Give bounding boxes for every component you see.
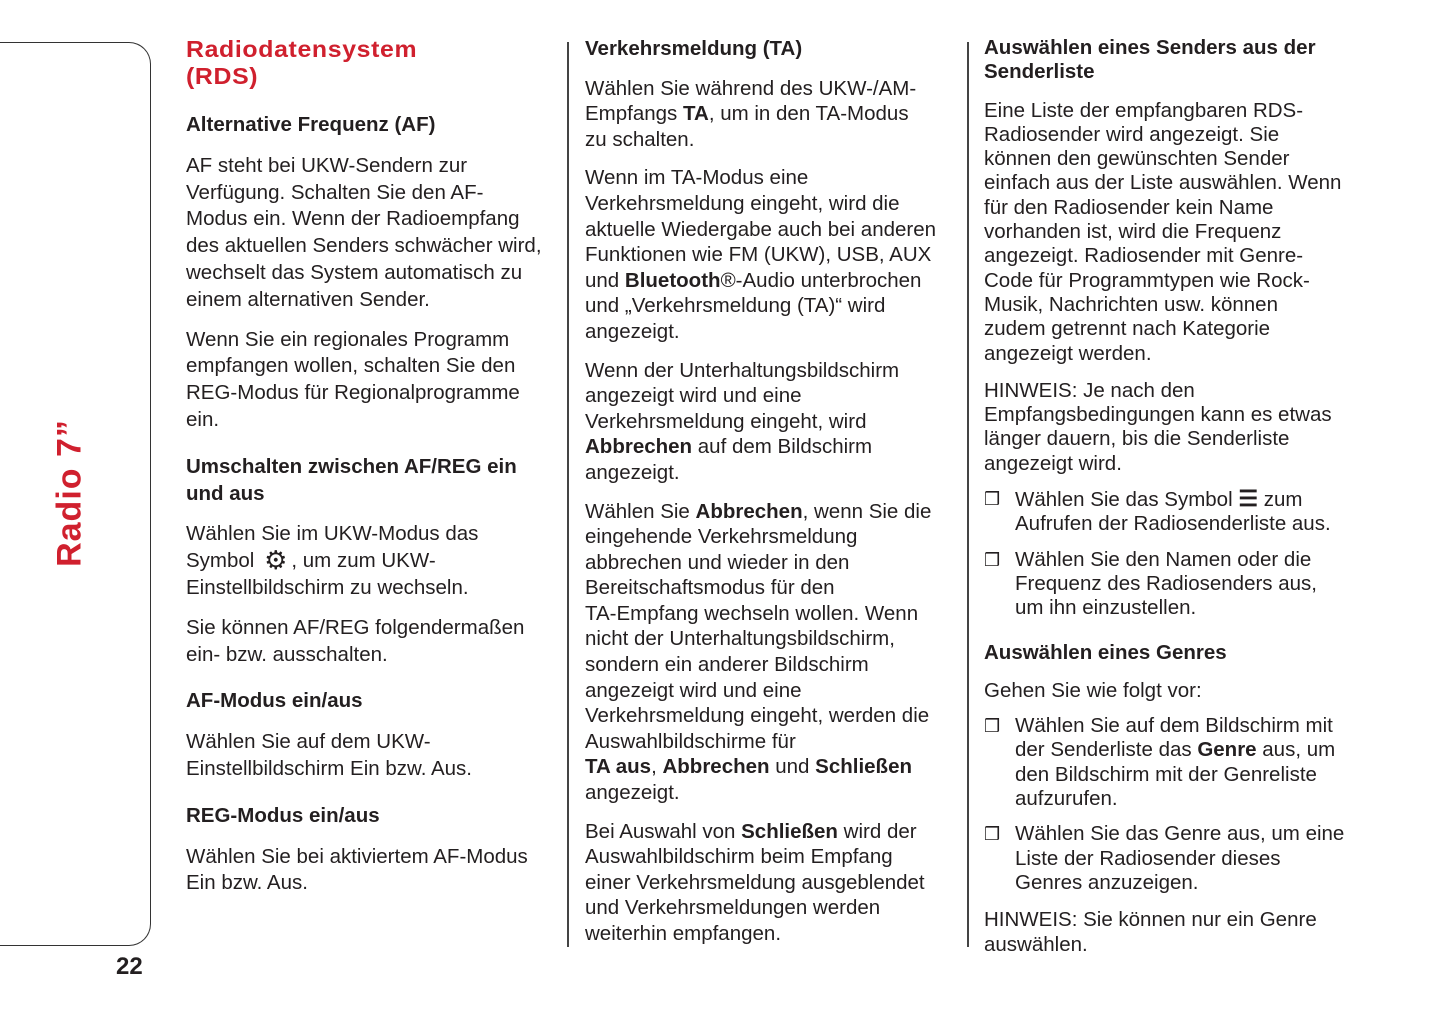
text-line: sondern ein anderer Bildschirm — [585, 653, 869, 677]
text-line: Umschalten zwischen AF/REG ein — [186, 454, 517, 478]
text: , — [651, 755, 663, 779]
text-line: REG-Modus für Regionalprogramme — [186, 381, 520, 405]
paragraph — [186, 729, 554, 783]
text-line: Wählen Sie im UKW-Modus das — [186, 522, 479, 546]
column-divider — [567, 42, 569, 947]
text-line — [585, 754, 953, 780]
section-heading — [585, 36, 953, 62]
column-1 — [186, 36, 554, 897]
paragraph — [585, 76, 953, 153]
gear-icon: ⚙ — [264, 545, 288, 576]
text-line: Code für Programmtypen wie Rock- — [984, 268, 1310, 292]
text-line: um ihn einzustellen. — [1015, 596, 1197, 620]
page-number: 22 — [116, 953, 143, 980]
text-line: zudem getrennt nach Kategorie — [984, 317, 1271, 341]
text-line: Gehen Sie wie folgt vor: — [984, 678, 1202, 702]
text-line: aufzurufen. — [1015, 787, 1118, 811]
text-line: Wenn im TA-Modus eine — [585, 166, 809, 190]
bullet-item — [984, 487, 1356, 537]
text-line: Verkehrsmeldung eingeht, wird — [585, 409, 867, 433]
paragraph — [585, 165, 953, 344]
paragraph — [984, 908, 1356, 957]
bullet-item — [984, 548, 1356, 621]
text-line: Wenn Sie ein regionales Programm — [186, 327, 510, 351]
text-line: Radiodatensystem — [186, 36, 418, 62]
text: und — [769, 755, 816, 779]
text: Wählen Sie das Symbol — [1015, 488, 1239, 512]
text-line: Musik, Nachrichten usw. können — [984, 292, 1278, 316]
text-line: Aufrufen der Radiosenderliste aus. — [1015, 512, 1331, 536]
text-line: vorhanden ist, wird die Frequenz — [984, 220, 1282, 244]
text-line: Frequenz des Radiosenders aus, — [1015, 571, 1317, 595]
text-line: Wählen Sie auf dem UKW- — [186, 730, 431, 754]
chapter-tab-label: Radio 7” — [50, 419, 89, 567]
text: auf dem Bildschirm — [692, 435, 873, 459]
text-line: (RDS) — [186, 63, 259, 89]
paragraph — [186, 615, 554, 669]
text-line: und Verkehrsmeldungen werden — [585, 896, 881, 920]
bold-text: Abbrechen — [662, 755, 770, 779]
paragraph — [984, 679, 1356, 703]
text-line: für den Radiosender kein Name — [984, 195, 1274, 219]
text: ®-Audio unterbrochen — [720, 268, 922, 292]
paragraph — [186, 153, 554, 314]
text-line — [585, 268, 953, 294]
text: der Senderliste das — [1015, 738, 1198, 762]
text: Symbol — [186, 549, 261, 573]
bold-text: Abbrechen — [585, 435, 693, 459]
text: zum — [1258, 488, 1303, 512]
text-line: Senderliste — [984, 60, 1095, 84]
text-line: länger dauern, bis die Senderliste — [984, 427, 1290, 451]
bold-text: Schließen — [815, 755, 913, 779]
text-line: eingehende Verkehrsmeldung — [585, 525, 858, 549]
text-line: angezeigt werden. — [984, 341, 1152, 365]
text-line: den Bildschirm mit der Genreliste — [1015, 762, 1317, 786]
section-heading — [186, 454, 554, 508]
text-line: empfangen wollen, schalten Sie den — [186, 354, 516, 378]
text-line: auswählen. — [984, 932, 1088, 956]
bullet-item — [984, 822, 1356, 895]
text-line: Sie können AF/REG folgendermaßen — [186, 615, 525, 639]
text-line: Auswählen eines Senders aus der — [984, 36, 1316, 59]
text-line: Einstellbildschirm zu wechseln. — [186, 575, 469, 599]
text-line: Wählen Sie den Namen oder die — [1015, 547, 1312, 571]
bullet-item — [984, 714, 1356, 811]
text: und — [585, 268, 625, 292]
text-line: Wählen Sie das Genre aus, um eine — [1015, 822, 1345, 846]
paragraph — [585, 358, 953, 486]
text-line — [186, 545, 554, 576]
text-line: ein- bzw. ausschalten. — [186, 642, 388, 666]
text-line: AF-Modus ein/aus — [186, 689, 363, 713]
text-line: Funktionen wie FM (UKW), USB, AUX — [585, 243, 932, 267]
text-line: HINWEIS: Je nach den — [984, 378, 1195, 402]
text-line: und „Verkehrsmeldung (TA)“ wird — [585, 294, 886, 318]
text-line — [585, 101, 953, 127]
text-line — [1015, 738, 1356, 762]
text-line: TA-Empfang wechseln wollen. Wenn — [585, 601, 919, 625]
text-line: angezeigt. Radiosender mit Genre- — [984, 244, 1304, 268]
column-3 — [984, 36, 1356, 957]
text-line: angezeigt wird und eine — [585, 678, 802, 702]
paragraph — [186, 521, 554, 601]
text-line: Auswahlbildschirme für — [585, 729, 796, 753]
text-line: REG-Modus ein/aus — [186, 803, 380, 827]
text-line: Alternative Frequenz (AF) — [186, 113, 436, 136]
text-line — [585, 499, 953, 525]
section-title — [186, 36, 583, 90]
text-line: Einstellbildschirm Ein bzw. Aus. — [186, 756, 472, 780]
text-line: angezeigt. — [585, 319, 680, 343]
text-line — [585, 434, 953, 460]
text-line: angezeigt. — [585, 781, 680, 805]
text-line: Wählen Sie bei aktiviertem AF-Modus — [186, 844, 528, 868]
bold-text: Schließen — [741, 819, 838, 843]
text-line: angezeigt wird. — [984, 451, 1122, 475]
paragraph — [984, 379, 1356, 476]
text-line: einer Verkehrsmeldung ausgeblendet — [585, 870, 925, 894]
text-line: angezeigt. — [585, 460, 680, 484]
column-divider — [967, 42, 969, 947]
text-line: Empfangsbedingungen kann es etwas — [984, 403, 1332, 427]
text-line: ein. — [186, 407, 220, 431]
text-line: angezeigt wird und eine — [585, 384, 802, 408]
checkbox-bullet-icon: ❒ — [984, 824, 1001, 845]
text: , wenn Sie die — [802, 499, 932, 523]
text-line — [1015, 487, 1356, 512]
text-line: AF steht bei UKW-Sendern zur — [186, 153, 468, 177]
paragraph — [186, 327, 554, 434]
text-line: Eine Liste der empfangbaren RDS- — [984, 98, 1304, 122]
text-line: einfach aus der Liste auswählen. Wenn — [984, 171, 1342, 195]
text-line: können den gewünschten Sender — [984, 147, 1290, 171]
text-line: Verkehrsmeldung (TA) — [585, 37, 803, 60]
text: Wählen Sie — [585, 499, 696, 523]
checkbox-bullet-icon: ❒ — [984, 716, 1001, 737]
section-heading — [186, 112, 554, 139]
text-line: nicht der Unterhaltungsbildschirm, — [585, 627, 895, 651]
text-line: Verfügung. Schalten Sie den AF- — [186, 180, 484, 204]
text-line: Modus ein. Wenn der Radioempfang — [186, 207, 520, 231]
text-line: weiterhin empfangen. — [585, 922, 782, 945]
checkbox-bullet-icon: ❒ — [984, 549, 1001, 570]
text-line: einem alternativen Sender. — [186, 287, 430, 311]
section-heading — [186, 688, 554, 715]
text-line: und aus — [186, 481, 265, 505]
text-line: Liste der Radiosender dieses — [1015, 846, 1281, 870]
text: wird der — [837, 819, 917, 843]
text-line: des aktuellen Senders schwächer wird, — [186, 234, 542, 258]
section-heading — [984, 641, 1356, 665]
text-line: HINWEIS: Sie können nur ein Genre — [984, 908, 1317, 932]
bold-text: TA aus — [585, 755, 652, 779]
text: Empfangs — [585, 102, 683, 126]
text: aus, um — [1256, 738, 1336, 762]
section-heading — [984, 36, 1356, 85]
text-line: Bereitschaftsmodus für den — [585, 576, 835, 600]
text-line: Wenn der Unterhaltungsbildschirm — [585, 358, 900, 382]
text-line: aktuelle Wiedergabe auch bei anderen — [585, 217, 937, 241]
text-line: Wählen Sie während des UKW-/AM- — [585, 76, 917, 100]
text-line: Wählen Sie auf dem Bildschirm mit — [1015, 714, 1333, 738]
paragraph — [585, 499, 953, 806]
paragraph — [585, 819, 953, 947]
text-line: Ein bzw. Aus. — [186, 871, 308, 895]
bold-text: Bluetooth — [624, 268, 721, 292]
text-line: Genres anzuzeigen. — [1015, 870, 1199, 894]
bold-text: TA — [683, 102, 709, 126]
text: , um zum UKW- — [291, 549, 436, 573]
bold-text: Abbrechen — [695, 499, 803, 523]
text-line: Verkehrsmeldung eingeht, werden die — [585, 704, 930, 728]
bold-text: Genre — [1197, 738, 1257, 762]
text-line: Auswählen eines Genres — [984, 640, 1227, 664]
list-icon: ☰ — [1238, 486, 1259, 512]
paragraph — [984, 99, 1356, 366]
checkbox-bullet-icon: ❒ — [984, 489, 1001, 510]
text-line: zu schalten. — [585, 127, 695, 151]
text: , um in den TA-Modus — [708, 102, 909, 126]
text-line: wechselt das System automatisch zu — [186, 260, 523, 284]
text-line: Radiosender wird angezeigt. Sie — [984, 122, 1280, 146]
text-line — [585, 819, 953, 845]
text-line: Verkehrsmeldung eingeht, wird die — [585, 191, 900, 215]
text-line: abbrechen und wieder in den — [585, 550, 850, 574]
text-line: Auswahlbildschirm beim Empfang — [585, 845, 893, 869]
text: Bei Auswahl von — [585, 819, 742, 843]
column-2 — [585, 36, 953, 947]
paragraph — [186, 844, 554, 898]
section-heading — [186, 803, 554, 830]
